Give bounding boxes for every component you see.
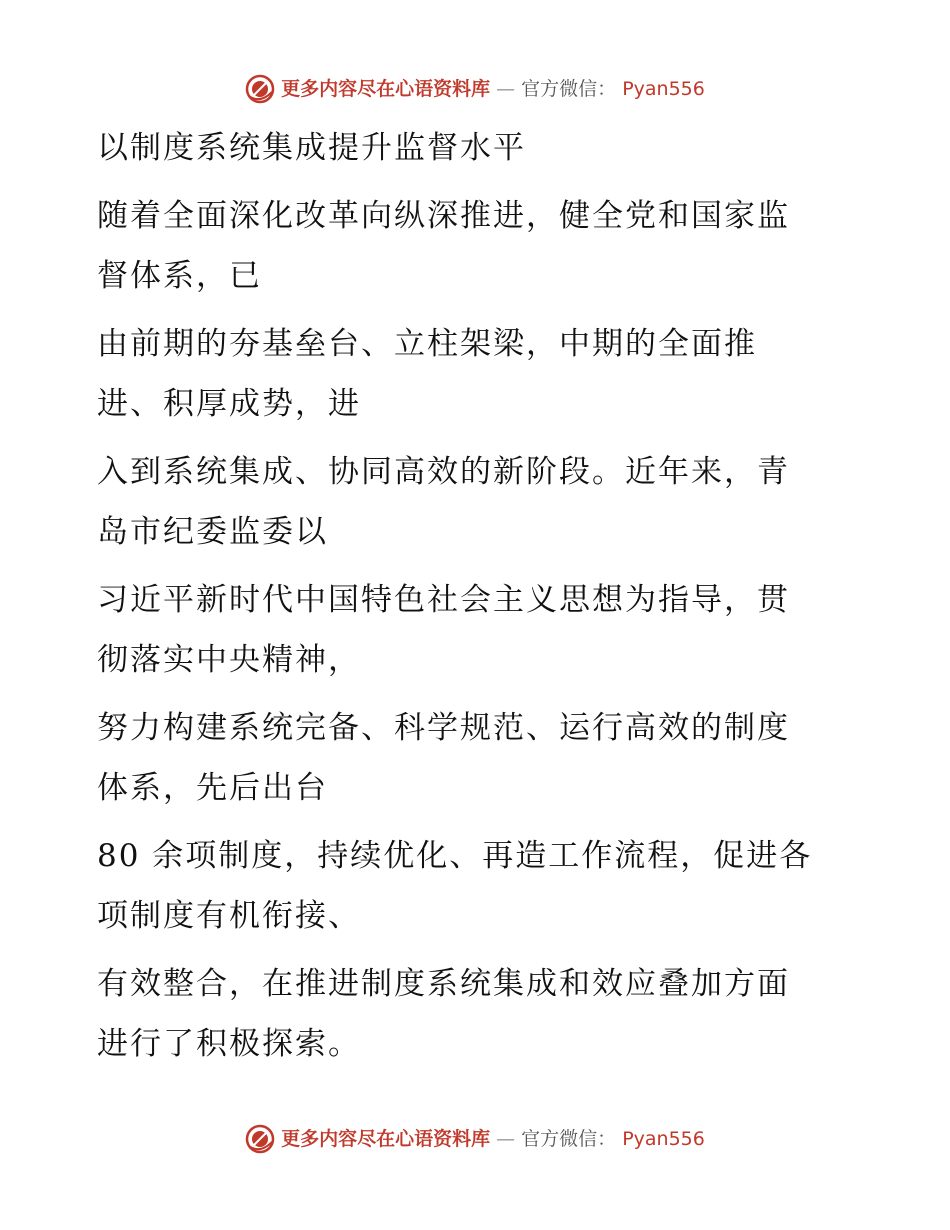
paragraph-line: 80 余项制度，持续优化、再造工作流程，促进各	[97, 838, 813, 874]
paragraph-line: 岛市纪委监委以	[97, 514, 328, 550]
watermark-main-text: 更多内容尽在心语资料库	[281, 78, 491, 100]
watermark-wechat-id: Pyan556	[622, 1128, 705, 1150]
watermark-separator: —	[496, 1128, 516, 1150]
paragraph	[97, 698, 857, 818]
paragraph-line: 习近平新时代中国特色社会主义思想为指导，贯	[97, 582, 790, 618]
paragraph-line: 入到系统集成、协同高效的新阶段。近年来，青	[97, 454, 790, 490]
watermark-wechat-label: 官方微信：	[521, 78, 617, 100]
paragraph	[97, 570, 857, 690]
watermark-wechat-label: 官方微信：	[521, 1128, 617, 1150]
paragraph	[97, 442, 857, 562]
paragraph-line: 进行了积极探索。	[97, 1026, 361, 1062]
paragraph-line: 督体系，已	[97, 258, 262, 294]
paragraph	[97, 186, 857, 306]
document-title: 以制度系统集成提升监督水平	[97, 130, 526, 166]
header-watermark	[0, 74, 950, 104]
paragraph-line: 体系，先后出台	[97, 770, 328, 806]
paragraph	[97, 826, 857, 946]
paragraph	[97, 118, 857, 178]
seal-logo-icon	[245, 1124, 275, 1154]
paragraph-line: 由前期的夯基垒台、立柱架梁，中期的全面推	[97, 326, 757, 362]
watermark-wechat-id: Pyan556	[622, 78, 705, 100]
paragraph	[97, 314, 857, 434]
paragraph-line: 随着全面深化改革向纵深推进，健全党和国家监	[97, 198, 790, 234]
paragraph-line: 进、积厚成势，进	[97, 386, 361, 422]
seal-logo-icon	[245, 74, 275, 104]
document-body	[97, 118, 857, 1074]
paragraph-line: 有效整合，在推进制度系统集成和效应叠加方面	[97, 966, 790, 1002]
paragraph	[97, 954, 857, 1074]
footer-watermark	[0, 1124, 950, 1154]
paragraph-line: 彻落实中央精神，	[97, 642, 361, 678]
watermark-separator: —	[496, 78, 516, 100]
paragraph-line: 努力构建系统完备、科学规范、运行高效的制度	[97, 710, 790, 746]
paragraph-line: 项制度有机衔接、	[97, 898, 361, 934]
watermark-main-text: 更多内容尽在心语资料库	[281, 1128, 491, 1150]
